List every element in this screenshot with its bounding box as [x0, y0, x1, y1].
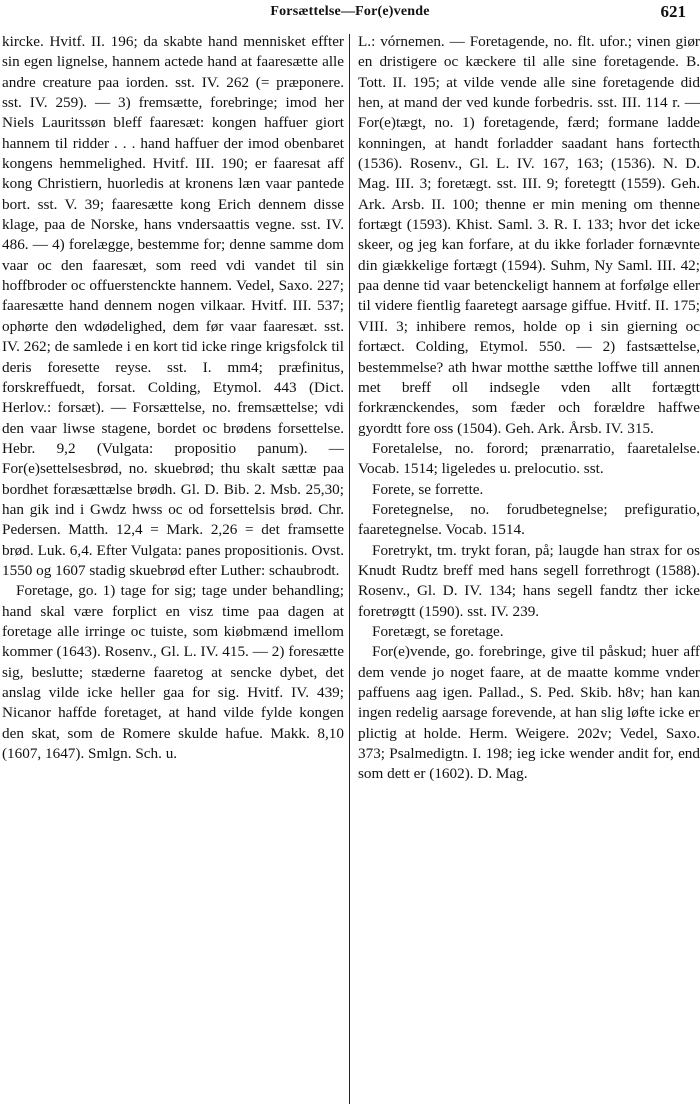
dictionary-entry: L.: vórnemen. — Foretagende, no. flt. ufor.; vinen giør en dristigere oc kæckere til alle sine foretagende. B. Tott. II. 195; at vilde vende alle sine foretagende did hen, at mand der ved kunde forbedris. sst. III. 114 r. — For(e)tægt, no. 1) foretagende, færd; formane ladde konningen, at handt forladder saadant hans fortecth (1536). Rosenv., Gl. L. IV. 167, 163; (1536). N. D. Mag. III. 3; foretægt. sst. III. 9; foretegtt (1559). Geh. Ark. Arsb. II. 100; thenne er min mening om thenne fortægt (1593). Khist. Saml. 3. R. I. 133; hvor det icke skeer, og jeg kan forfare, at du ikke forlader fornævnte din giækkelige fortægt (1594). Suhm, Ny Saml. III. 42; paa denne tid vaar betenckeligt hannem at forfølge eller til videre fientlig faaretegt aarsage giffue. Hvitf. II. 175; VIII. 3; inhibere remos, holde op i sin gierning oc fortæct. Colding, Etymol. 550. — 2) fastsættelse, bestemmelse? ath hwar motthe sætthe loffwe till annen met breff oll indsegle vden allt fortægtt forkrænckendes, som fæder och forældre haffwe gyordtt fore oss (1504). Geh. Ark. Årsb. IV. 315. — [358, 33, 700, 437]
column-divider — [349, 34, 350, 1104]
dictionary-entry: For(e)vende, go. forebringe, give til påskud; huer aff dem vende jo noget faare, at de maatte komme vnder paffuens aag igen. Pallad., S. Ped. Skib. h8v; han kan ingen redelig aarsage forevende, at han slig løfte icke er plictig at holde. Herm. Weigere. 202v; Vedel, Saxo. 373; Psalmedigtn. I. 198; ieg icke wender andit for, end som dett er (1602). D. Mag. — [358, 643, 700, 783]
right-column — [358, 32, 700, 1106]
left-column — [2, 32, 344, 1106]
dictionary-entry: Foretrykt, tm. trykt foran, på; laugde han strax for os Knudt Rudtz breff med hans segell forrethrogt (1588). Rosenv., Gl. D. IV. 134; hans segell fandtz ther icke foretrøgtt (1590). sst. IV. 239. — [358, 541, 700, 620]
dictionary-entry: Foretegnelse, no. forudbetegnelse; prefiguratio, faaretegnelse. Vocab. 1514. — [358, 500, 700, 539]
dictionary-entry: Foretægt, se foretage. — [372, 622, 504, 640]
dictionary-entry: Foretage, go. 1) tage for sig; tage under behandling; hand skal være forplict en visz time paa dagen at foretage alle irringe oc tuiste, som kiøbmænd imellom kommer (1643). Rosenv., Gl. L. IV. 415. — 2) foresætte sig, beslutte; stæderne faaretog at sencke dybet, det anslag vilde icke heller gaa for sig. Hvitf. IV. 439; Nicanor haffde foretaget, at hand vilde fylde kongen den skat, som de Romere skulde hafue. Makk. 8,10 (1607, 1647). Smlgn. Sch. u. — [2, 582, 344, 763]
running-head: Forsættelse—For(e)vende — [270, 4, 430, 19]
dictionary-entry: Forete, se forrette. — [372, 480, 484, 498]
dictionary-entry: kircke. Hvitf. II. 196; da skabte hand mennisket effter sin egen lignelse, hannem actede hand at faaresætte alle andre creature paa iorden. sst. IV. 262 (= præponere. sst. IV. 259). — 3) fremsætte, forebringe; imod her Niels Lauritssøn bleff faaresæt: kongen haffuer giort hannem til ridder . . . hand haffuer der imod obenbaret kongens hemmelighed. Hvitf. III. 190; er faaresat aff kong Christiern, huorledis at kronens læn vaar pantede bort. sst. V. 39; faaresætte kong Erich dennem disse klage, paa de Norske, hans vndersaattis vegne. sst. IV. 486. — 4) forelægge, bestemme for; denne samme dom vaar oc den faaresæt, som reed vdi vandet til sin hoffbroder oc offuerstenckte hannem. Vedel, Saxo. 227; faaresætte hand dennem nogen vilkaar. Hvitf. III. 537; ophørte den wdødelighed, dem før vaar faaresæt. sst. IV. 262; de samlede i en kort tid icke ringe krigsfolck til deris foresette reyse. sst. I. mm4; præfinitus, forskreffuedt, forsat. Colding, Etymol. 443 (Dict. Herlov.: forsæt). — Forsættelse, no. fremsættelse; vdi den vaar liwse stagene, bordet oc brødens forsettelse. Hebr. 9,2 (Vulgata: propositio panum). — For(e)settelsesbrød, no. skuebrød; thu skalt sættæ paa bordhet foræsættælse brødh. Gl. D. Bib. 2. Msb. 25,30; han gik ind i Gwdz hwss oc od forsettelsis brød. Chr. Pedersen. Matth. 12,4 = Mark. 2,26 = det framsette brød. Luk. 6,4. Efter Vulgata: panes propositionis. Ovst. 1550 og 1607 stadig skuebrød efter Luther: schaubrodt. — [2, 33, 344, 579]
page-number: 621 — [660, 2, 686, 21]
dictionary-entry: Foretalelse, no. forord; prænarratio, faaretalelse. Vocab. 1514; ligeledes u. prelocutio. sst. — [358, 439, 700, 478]
page-header — [0, 0, 700, 26]
